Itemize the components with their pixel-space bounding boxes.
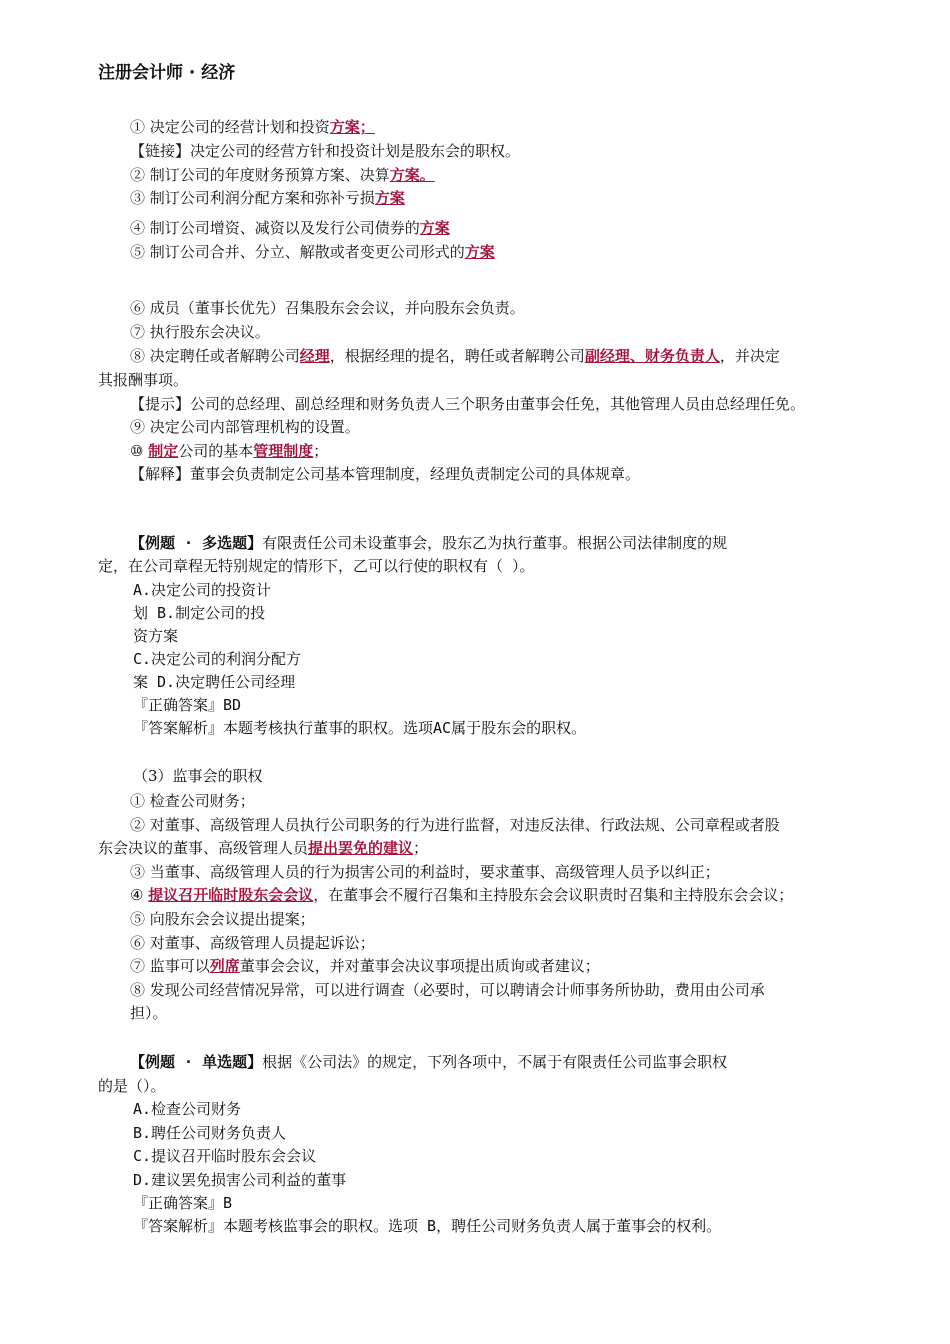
- board-power-2-text: ② 制订公司的年度财务预算方案、决算: [130, 166, 390, 184]
- example1-option-line4: C.决定公司的利润分配方: [133, 650, 302, 668]
- example1-option-line2: 划 B.制定公司的投: [133, 604, 266, 622]
- board-power-10-highlight-make: 制定: [148, 442, 179, 460]
- board-power-10-highlight-system: 管理制度: [253, 442, 314, 460]
- board-power-6: ⑥ 成员（董事长优先）召集股东会会议，并向股东会负责。: [130, 299, 525, 317]
- supervisory-power-5: ⑤ 向股东会会议提出提案；: [130, 910, 315, 928]
- board-power-1-highlight: 方案；: [329, 118, 375, 136]
- example2-option-b: B.聘任公司财务负责人: [133, 1124, 287, 1142]
- example2-answer: 『正确答案』B: [133, 1194, 233, 1212]
- supervisory-power-7-end: 董事会会议，并对董事会决议事项提出质询或者建议；: [239, 957, 600, 975]
- example2-tag: 【例题 · 单选题】: [130, 1053, 263, 1071]
- board-power-1: [130, 117, 375, 137]
- example1-question-line2: 定，在公司章程无特别规定的情形下，乙可以行使的职权有（ ）。: [98, 557, 535, 575]
- board-power-8-text-c: ，根据经理的提名，聘任或者解聘公司: [329, 347, 585, 365]
- board-power-5-highlight: 方案: [464, 243, 495, 261]
- example2-question-line1: [130, 1052, 727, 1072]
- example2-option-c: C.提议召开临时股东会会议: [133, 1147, 317, 1165]
- page-header-title: 注册会计师 · 经济: [98, 63, 236, 83]
- supervisory-power-4-highlight: 提议召开临时股东会会议: [148, 886, 314, 904]
- board-power-10-text: 公司的基本: [178, 442, 254, 460]
- link-note: 【链接】决定公司的经营方针和投资计划是股东会的职权。: [130, 142, 521, 160]
- board-power-8-highlight-manager: 经理: [299, 347, 330, 365]
- example2-question-line2: 的是（）。: [98, 1077, 166, 1095]
- example1-answer: 『正确答案』BD: [133, 696, 242, 714]
- example1-option-line1: A.决定公司的投资计: [133, 581, 272, 599]
- board-power-3-text: ③ 制订公司利润分配方案和弥补亏损: [130, 189, 375, 207]
- supervisory-power-2-text: 东会决议的董事、高级管理人员: [98, 839, 309, 857]
- example1-question-line1: [130, 533, 727, 553]
- supervisory-power-7: [130, 956, 600, 976]
- supervisory-power-2-end: ；: [413, 839, 429, 857]
- supervisory-power-2-highlight: 提出罢免的建议: [308, 839, 414, 857]
- example1-question-text: 有限责任公司未设董事会，股东乙为执行董事。根据公司法律制度的规: [262, 534, 728, 552]
- example1-analysis: 『答案解析』本题考核执行董事的职权。选项AC属于股东会的职权。: [133, 719, 587, 737]
- supervisory-power-4: [130, 885, 793, 905]
- board-power-4: [130, 218, 450, 237]
- board-power-8-text-e: ，并决定: [719, 347, 780, 365]
- board-power-10-end: ；: [313, 442, 329, 460]
- board-power-5-text: ⑤ 制订公司合并、分立、解散或者变更公司形式的: [130, 243, 465, 261]
- supervisory-power-4-num: ④: [130, 886, 149, 904]
- example1-option-line5: 案 D.决定聘任公司经理: [133, 673, 296, 691]
- board-power-5: [130, 242, 495, 261]
- example1-tag: 【例题 · 多选题】: [130, 534, 263, 552]
- board-power-8-continued: 其报酬事项。: [98, 371, 189, 389]
- supervisory-power-7-text: ⑦ 监事可以: [130, 957, 210, 975]
- example2-option-d: D.建议罢免损害公司利益的董事: [133, 1171, 347, 1189]
- example2-analysis: 『答案解析』本题考核监事会的职权。选项 B，聘任公司财务负责人属于董事会的权利。: [133, 1217, 722, 1235]
- example1-option-line3: 资方案: [133, 627, 179, 645]
- board-power-2-highlight: 方案。: [389, 166, 435, 184]
- board-power-8: [130, 346, 780, 366]
- board-power-10-num: ⑩: [130, 442, 149, 460]
- supervisory-power-2-continued: [98, 838, 428, 858]
- board-power-8-highlight-deputy: 副经理、财务负责人: [584, 347, 720, 365]
- supervisory-power-1: ① 检查公司财务；: [130, 792, 255, 810]
- tip-note: 【提示】公司的总经理、副总经理和财务负责人三个职务由董事会任免，其他管理人员由总经理任免。: [130, 395, 806, 413]
- board-power-4-text: ④ 制订公司增资、减资以及发行公司债券的: [130, 219, 420, 237]
- board-power-3: [130, 188, 405, 207]
- board-power-7: ⑦ 执行股东会决议。: [130, 323, 270, 341]
- supervisory-title: （3）监事会的职权: [133, 767, 263, 785]
- supervisory-power-6: ⑥ 对董事、高级管理人员提起诉讼；: [130, 934, 375, 952]
- supervisory-power-4-text: ，在董事会不履行召集和主持股东会会议职责时召集和主持股东会会议；: [313, 886, 794, 904]
- supervisory-power-2: ② 对董事、高级管理人员执行公司职务的行为进行监督，对违反法律、行政法规、公司章程或者股: [130, 816, 780, 834]
- board-power-10: [130, 441, 328, 461]
- board-power-9: ⑨ 决定公司内部管理机构的设置。: [130, 418, 360, 436]
- supervisory-power-7-highlight: 列席: [209, 957, 240, 975]
- board-power-2: [130, 165, 435, 185]
- board-power-4-highlight: 方案: [419, 219, 450, 237]
- board-power-1-text: ① 决定公司的经营计划和投资: [130, 118, 330, 136]
- supervisory-power-3: ③ 当董事、高级管理人员的行为损害公司的利益时，要求董事、高级管理人员予以纠正；: [130, 863, 720, 881]
- supervisory-power-8-continued: 担）。: [130, 1004, 168, 1022]
- board-power-8-text-a: ⑧ 决定聘任或者解聘公司: [130, 347, 300, 365]
- board-power-3-highlight: 方案: [374, 189, 405, 207]
- explanation-note: 【解释】董事会负责制定公司基本管理制度，经理负责制定公司的具体规章。: [130, 465, 641, 483]
- example2-option-a: A.检查公司财务: [133, 1100, 242, 1118]
- supervisory-power-8: ⑧ 发现公司经营情况异常，可以进行调查（必要时，可以聘请会计师事务所协助，费用由公司承: [130, 981, 765, 999]
- example2-question-text: 根据《公司法》的规定，下列各项中，不属于有限责任公司监事会职权: [262, 1053, 728, 1071]
